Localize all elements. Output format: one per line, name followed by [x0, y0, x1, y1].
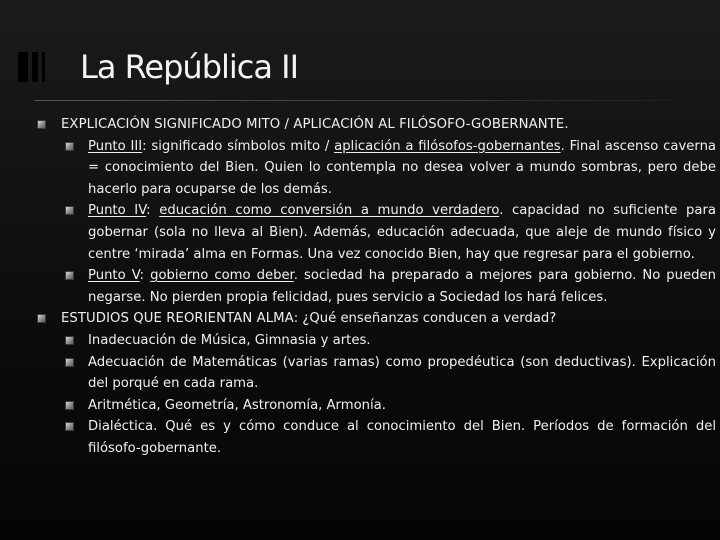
point-text: Aritmética, Geometría, Astronomía, Armonía.	[88, 397, 386, 413]
point-text: Dialéctica. Qué es y cómo conduce al conocimiento del Bien. Períodos de formación del filósofo-gobernante.	[88, 419, 716, 456]
square-bullet-icon	[65, 358, 74, 367]
point-emphasis: aplicación a filósofos-gobernantes	[334, 138, 561, 154]
point-label: Punto III	[88, 138, 143, 154]
point-text: . sociedad ha preparado a mejores para gobierno. No pueden negarse. No pierden propia felicidad, pues servicio a Sociedad los hará felices.	[88, 268, 716, 305]
point-text: . capacidad no suficiente para gobernar (sola no lleva al Bien). Además, educación adecuada, que aleje de mundo físico y centre ‘mirada’ alma en Formas. Una vez conocido Bien, hay que regresar para el gobierno.	[88, 203, 717, 262]
bullet-heading: EXPLICACIÓN SIGNIFICADO MITO / APLICACIÓN AL FILÓSOFO-GOBERNANTE.	[61, 117, 569, 132]
point-label: Punto V	[88, 268, 140, 284]
square-bullet-icon	[65, 422, 74, 431]
bullet-level1	[30, 308, 716, 330]
square-bullet-icon	[65, 336, 74, 345]
bullet-level2	[30, 265, 716, 308]
point-text: . Final ascenso caverna = conocimiento del Bien. Quien lo contempla no desea volver a mundo sombras, pero debe hacerlo para ocuparse de los demás.	[88, 138, 717, 197]
slide-title: La República II	[80, 48, 299, 86]
square-bullet-icon	[37, 314, 46, 323]
square-bullet-icon	[65, 401, 74, 410]
point-text: significado símbolos mito /	[151, 138, 335, 154]
square-bullet-icon	[65, 142, 74, 151]
point-separator: :	[142, 138, 152, 154]
point-emphasis: educación como conversión a mundo verdadero	[159, 203, 500, 219]
slide-body	[30, 114, 716, 460]
point-separator: :	[139, 268, 151, 284]
point-emphasis: gobierno como deber	[150, 268, 294, 284]
point-label: Punto IV	[88, 203, 147, 219]
bullet-level2	[30, 330, 716, 352]
bullet-heading-tail: : ¿Qué enseñanzas conducen a verdad?	[293, 311, 557, 327]
title-accent-bar	[42, 52, 45, 82]
bullet-level2	[30, 136, 716, 201]
bullet-level2	[30, 352, 716, 395]
title-divider	[34, 100, 720, 101]
square-bullet-icon	[65, 271, 74, 280]
bullet-heading: ESTUDIOS QUE REORIENTAN ALMA	[61, 311, 294, 327]
bullet-level2	[30, 200, 716, 265]
bullet-level2	[30, 416, 716, 459]
point-text: Inadecuación de Música, Gimnasia y artes.	[88, 332, 371, 348]
point-separator: :	[146, 203, 160, 219]
bullet-level2	[30, 395, 716, 417]
bullet-level1	[30, 114, 716, 136]
title-accent-bar	[32, 52, 38, 82]
square-bullet-icon	[37, 120, 46, 129]
point-text: Adecuación de Matemáticas (varias ramas) como propedéutica (son deductivas). Explicación del porqué en cada rama.	[88, 354, 716, 392]
title-accent-bar	[18, 52, 28, 82]
square-bullet-icon	[65, 206, 74, 215]
